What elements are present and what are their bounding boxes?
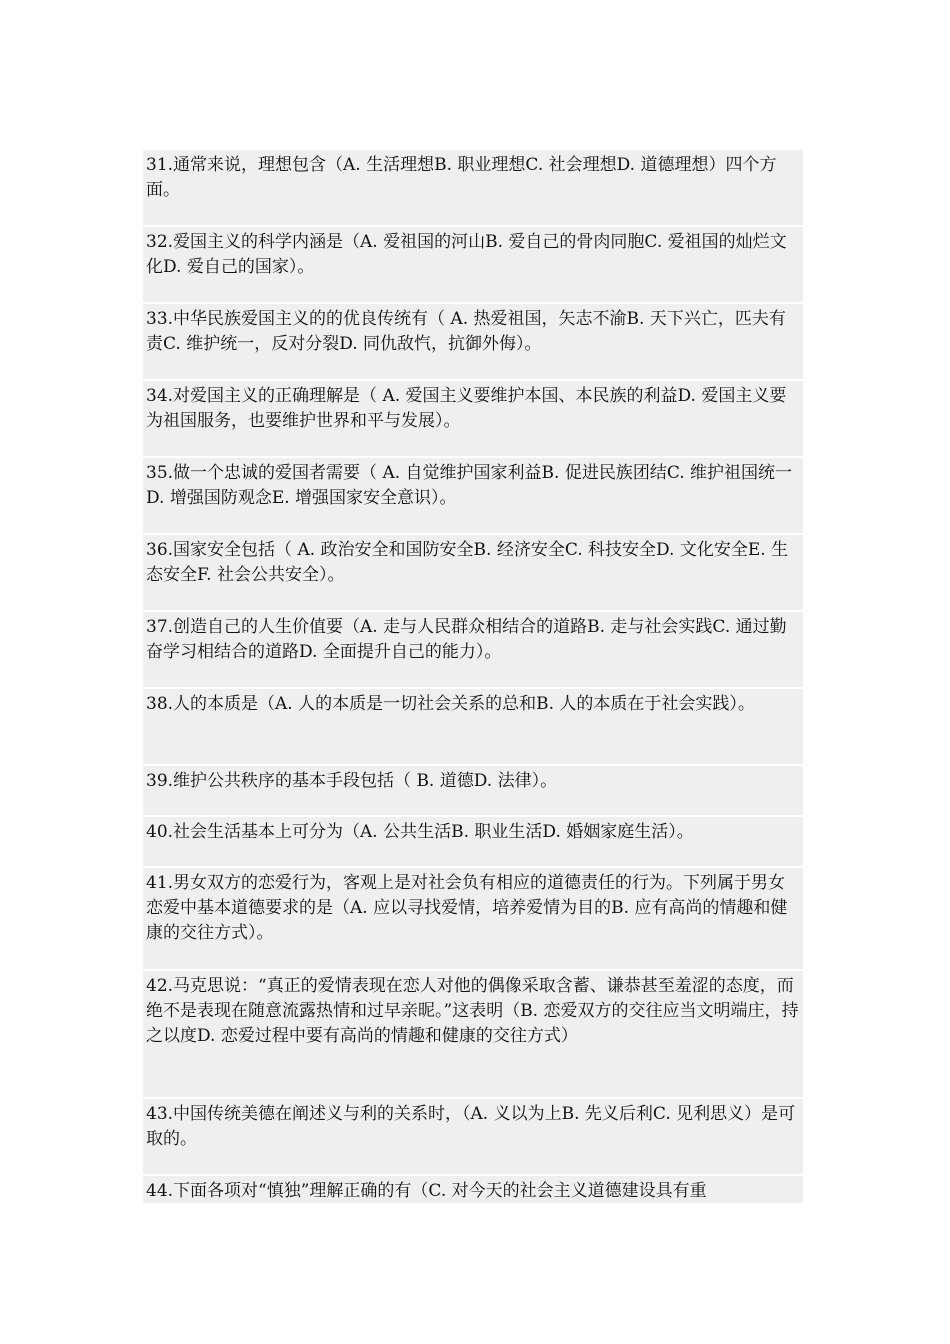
question-40: 40.社会生活基本上可分为（A. 公共生活B. 职业生活D. 婚姻家庭生活）。 [143, 817, 803, 868]
question-37: 37.创造自己的人生价值要（A. 走与人民群众相结合的道路B. 走与社会实践C. 通过勤奋学习相结合的道路D. 全面提升自己的能力）。 [143, 612, 803, 689]
question-31: 31.通常来说，理想包含（A. 生活理想B. 职业理想C. 社会理想D. 道德理想）四个方面。 [143, 150, 803, 227]
question-34: 34.对爱国主义的正确理解是（ A. 爱国主义要维护本国、本民族的利益D. 爱国主义要为祖国服务，也要维护世界和平与发展）。 [143, 381, 803, 458]
question-33: 33.中华民族爱国主义的的优良传统有（ A. 热爱祖国，矢志不渝B. 天下兴亡，匹夫有责C. 维护统一，反对分裂D. 同仇敌忾，抗御外侮）。 [143, 304, 803, 381]
question-32: 32.爱国主义的科学内涵是（A. 爱祖国的河山B. 爱自己的骨肉同胞C. 爱祖国的灿烂文化D. 爱自己的国家）。 [143, 227, 803, 304]
question-39: 39.维护公共秩序的基本手段包括（ B. 道德D. 法律）。 [143, 766, 803, 817]
question-44: 44.下面各项对“慎独”理解正确的有（C. 对今天的社会主义道德建设具有重 [143, 1176, 803, 1205]
question-38: 38.人的本质是（A. 人的本质是一切社会关系的总和B. 人的本质在于社会实践）。 [143, 689, 803, 766]
question-35: 35.做一个忠诚的爱国者需要（ A. 自觉维护国家利益B. 促进民族团结C. 维护祖国统一D. 增强国防观念E. 增强国家安全意识）。 [143, 458, 803, 535]
question-36: 36.国家安全包括（ A. 政治安全和国防安全B. 经济安全C. 科技安全D. 文化安全E. 生态安全F. 社会公共安全）。 [143, 535, 803, 612]
question-list [143, 150, 803, 1205]
question-41: 41.男女双方的恋爱行为，客观上是对社会负有相应的道德责任的行为。下列属于男女恋爱中基本道德要求的是（A. 应以寻找爱情，培养爱情为目的B. 应有高尚的情趣和健康的交往方式）。 [143, 868, 803, 971]
question-43: 43.中国传统美德在阐述义与利的关系时，（A. 义以为上B. 先义后利C. 见利思义）是可取的。 [143, 1099, 803, 1176]
question-42: 42.马克思说：“真正的爱情表现在恋人对他的偶像采取含蓄、谦恭甚至羞涩的态度，而绝不是表现在随意流露热情和过早亲昵。”这表明（B. 恋爱双方的交往应当文明端庄，持之以度D. 恋爱过程中要有高尚的情趣和健康的交往方式） [143, 971, 803, 1099]
